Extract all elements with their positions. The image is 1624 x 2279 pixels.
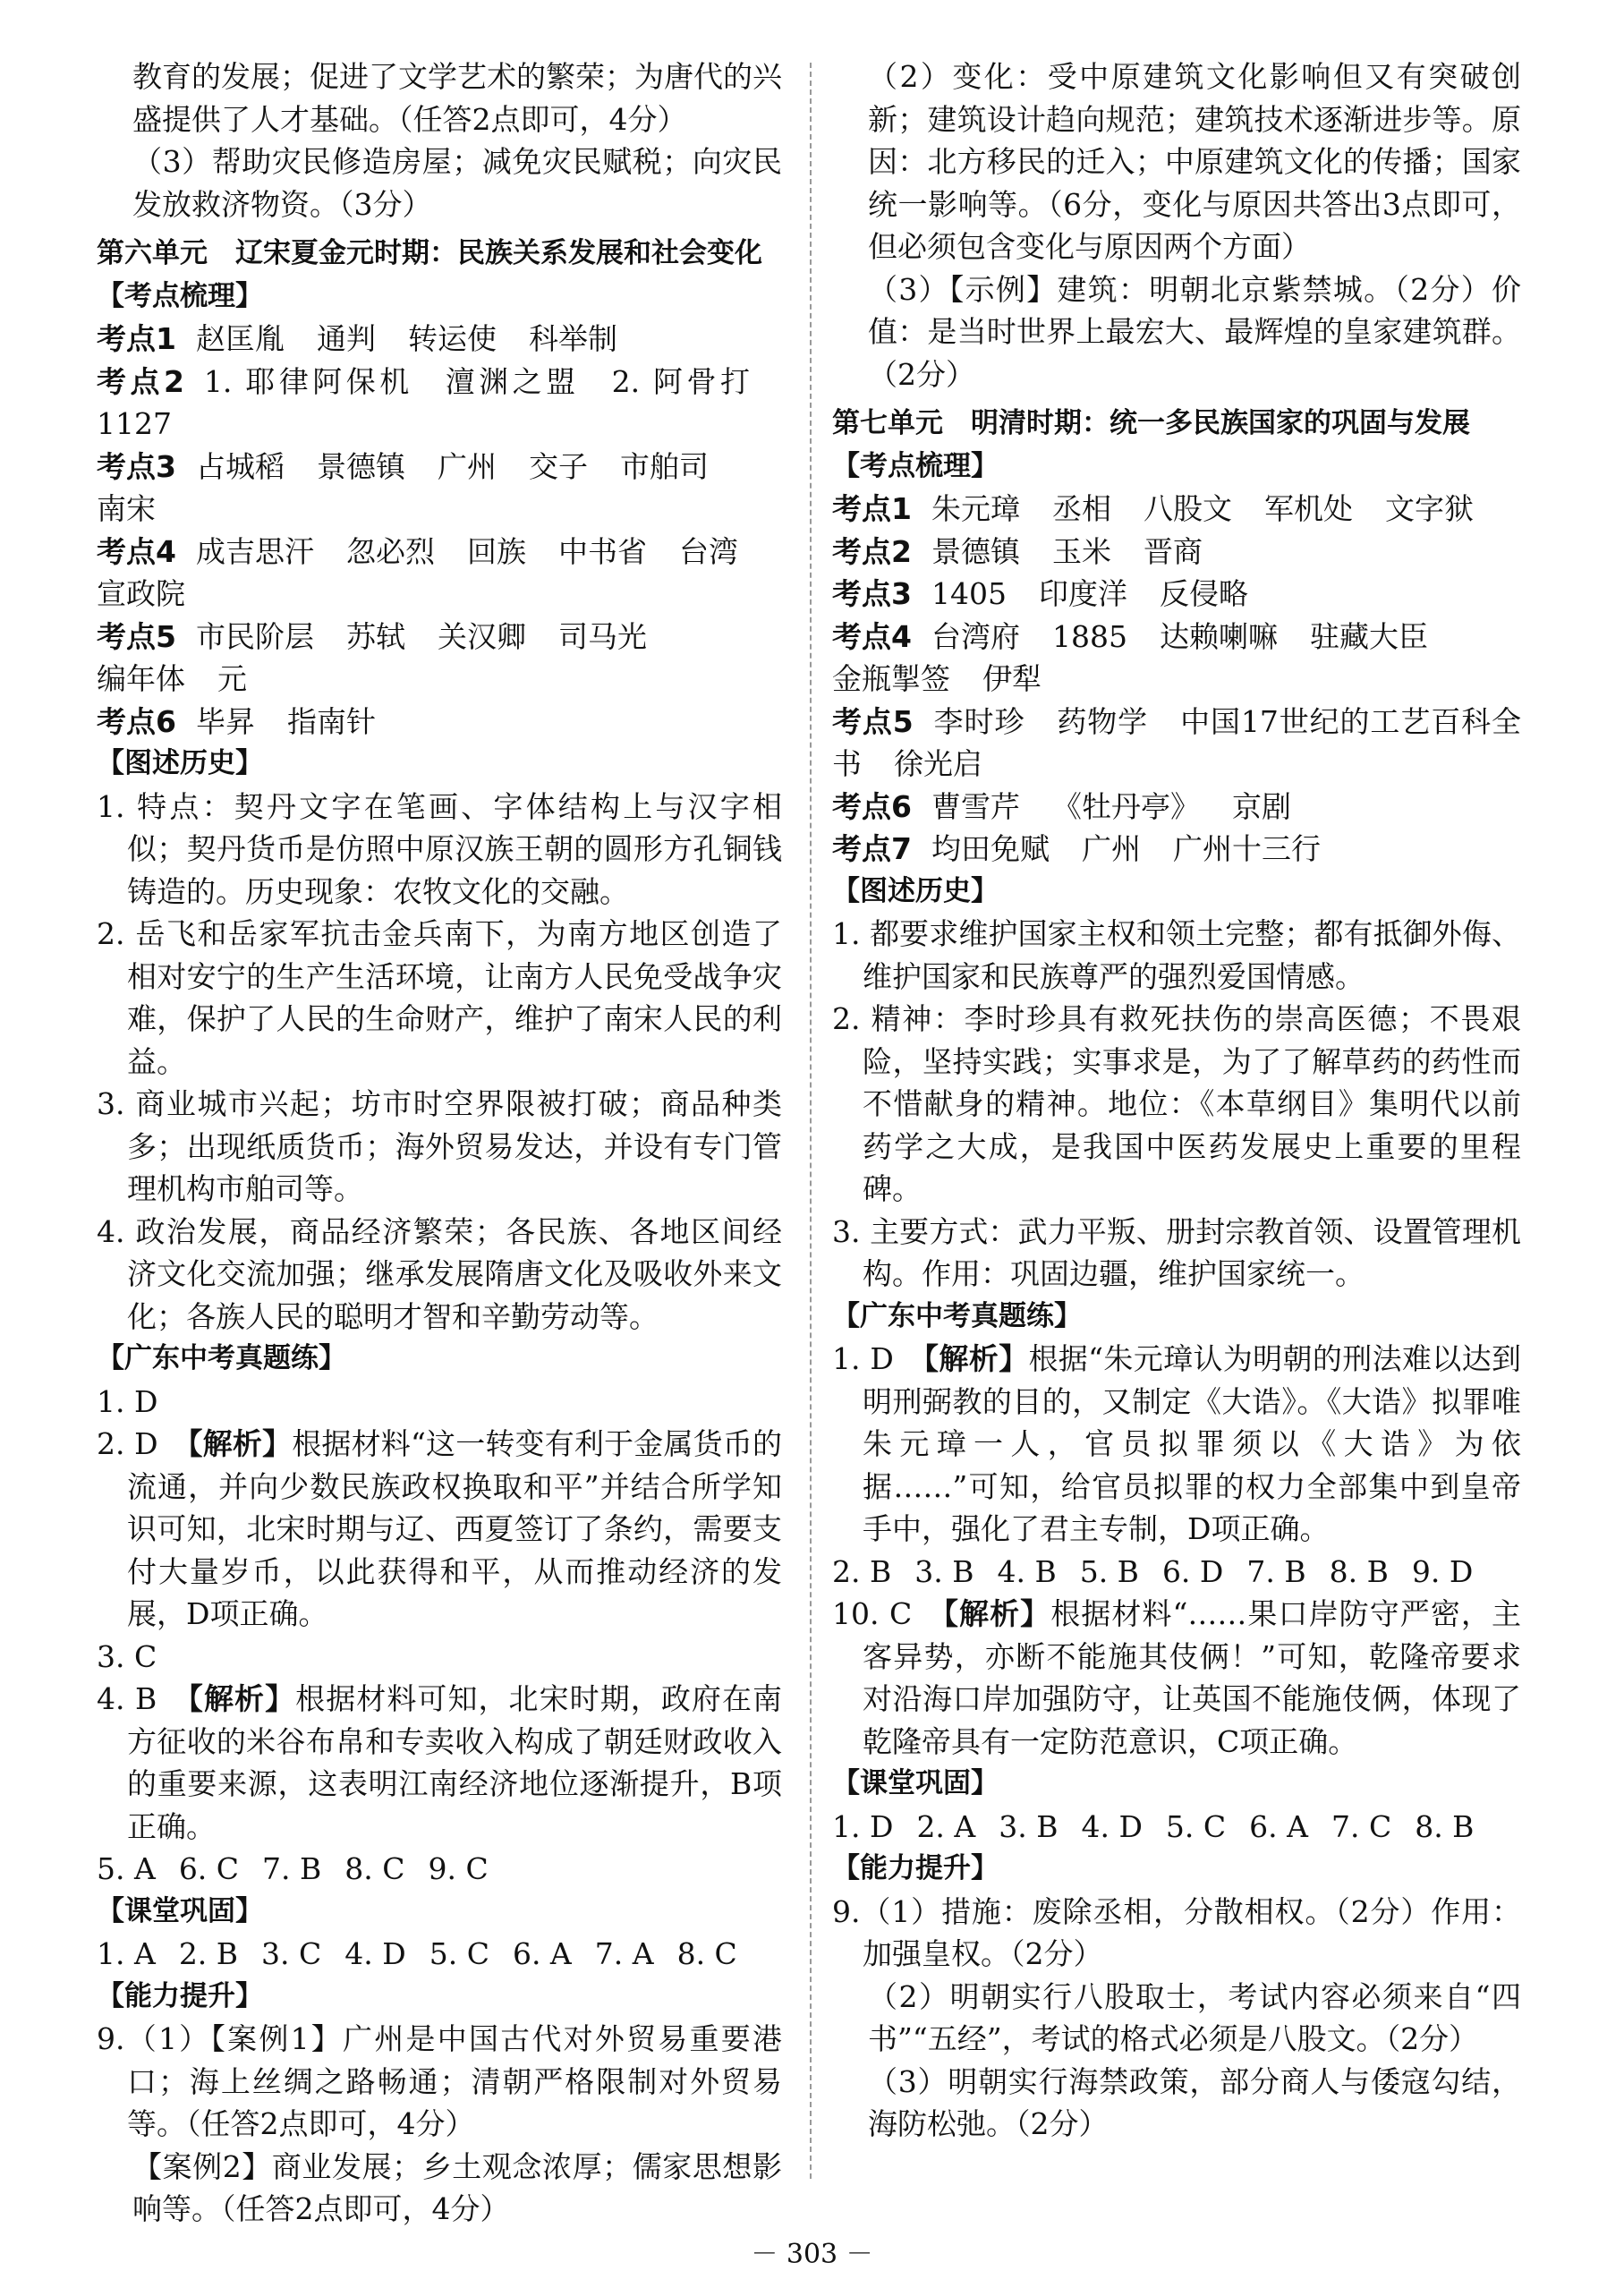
kaodian-row: 考点5 市民阶层 苏轼 关汉卿 司马光 编年体 元 <box>97 618 647 696</box>
kaodian-label: 考点5 <box>97 618 176 654</box>
kaodian-row: 考点7 均田免赋 广州 广州十三行 <box>832 831 1321 866</box>
right-kdsl-heading: 【考点梳理】 <box>832 449 999 482</box>
kaodian-row: 考点3 占城稻 景德镇 广州 交子 市舶司 南宋 <box>97 448 709 526</box>
tsls-item: 1. 特点：契丹文字在笔画、字体结构上与汉字相似；契丹货币是仿照中原汉族王朝的圆形方孔铜钱铸造的。历史现象：农牧文化的交融。 <box>97 788 782 909</box>
left-nlts-heading: 【能力提升】 <box>97 1979 263 2012</box>
kaodian-label: 考点3 <box>832 576 912 611</box>
kaodian-row: 考点5 李时珍 药物学 中国17世纪的工艺百科全书 徐光启 <box>832 703 1522 781</box>
left-tsls-heading: 【图述历史】 <box>97 747 263 779</box>
page-number: － 303 － <box>751 2239 873 2270</box>
kaodian-label: 考点5 <box>832 703 914 739</box>
answer-item: 【案例2】商业发展；乡土观念浓厚；儒家思想影响等。（任答2点即可，4分） <box>132 2148 782 2226</box>
answer-item: 10. C 【解析】根据材料“……果口岸防守严密，主客异势，亦断不能施其伎俩！”可知，乾隆帝要求对沿海口岸加强防守，让英国不能施伎俩，体现了乾隆帝具有一定防范意识，C项正确。 <box>832 1596 1521 1759</box>
left-gdzk-heading: 【广东中考真题练】 <box>97 1342 346 1374</box>
kaodian-row: 考点6 曹雪芹 《牡丹亭》 京剧 <box>832 788 1291 824</box>
kaodian-row: 考点3 1405 印度洋 反侵略 <box>832 576 1248 611</box>
right-tsls-heading: 【图述历史】 <box>832 874 999 907</box>
unit6-title: 第六单元 辽宋夏金元时期：民族关系发展和社会变化 <box>97 237 762 269</box>
answer-item: 3. C <box>97 1638 157 1674</box>
tsls-item: 2. 精神：李时珍具有救死扶伤的崇高医德；不畏艰险，坚持实践；实事求是，为了了解草药的药性而不惜献身的精神。地位：《本草纲目》集明代以前药学之大成，是我国中医药发展史上重要的里程碑。 <box>832 1001 1521 1206</box>
kaodian-row: 考点2 景德镇 玉米 晋商 <box>832 533 1203 569</box>
answer-item: 9.（1）措施：废除丞相，分散相权。（2分）作用：加强皇权。（2分） <box>832 1893 1521 1971</box>
kaodian-row: 考点4 成吉思汗 忽必烈 回族 中书省 台湾 宣政院 <box>97 533 738 611</box>
kaodian-label: 考点6 <box>832 788 912 824</box>
kaodian-label: 考点4 <box>97 533 176 569</box>
tsls-item: 1. 都要求维护国家主权和领土完整；都有抵御外侮、维护国家和民族尊严的强烈爱国情感。 <box>832 916 1521 994</box>
answer-item: （2）明朝实行八股取士，考试内容必须来自“四书”“五经”，考试的格式必须是八股文。（2分） <box>868 1978 1521 2056</box>
unit7-title: 第七单元 明清时期：统一多民族国家的巩固与发展 <box>832 407 1470 439</box>
left-column <box>97 55 782 2231</box>
answer-row: 1. A 2. B 3. C 4. D 5. C 6. A 7. A 8. C <box>97 1936 737 1971</box>
kaodian-label: 考点2 <box>97 363 184 399</box>
left-kdsl-heading: 【考点梳理】 <box>97 279 263 312</box>
left-intro-2: （3）帮助灾民修造房屋；减免灾民赋税；向灾民发放救济物资。（3分） <box>132 144 782 222</box>
left-intro-1: 教育的发展；促进了文学艺术的繁荣；为唐代的兴盛提供了人才基础。（任答2点即可，4分） <box>132 59 782 137</box>
answer-item: 1. D <box>97 1383 158 1419</box>
right-nlts-heading: 【能力提升】 <box>832 1852 999 1884</box>
left-ktgg-heading: 【课堂巩固】 <box>97 1894 263 1927</box>
kaodian-label: 考点7 <box>832 831 912 866</box>
answer-row: 2. B 3. B 4. B 5. B 6. D 7. B 8. B 9. D <box>832 1553 1474 1589</box>
answer-item: 2. D 【解析】根据材料“这一转变有利于金属货币的流通，并向少数民族政权换取和平”并结合所学知识可知，北宋时期与辽、西夏签订了条约，需要支付大量岁币，以此获得和平，从而推动经济的发展，D项正确。 <box>97 1426 783 1631</box>
kaodian-label: 考点6 <box>97 703 176 739</box>
kaodian-row: 考点1 朱元璋 丞相 八股文 军机处 文字狱 <box>832 491 1474 526</box>
answer-item: 4. B 【解析】根据材料可知，北宋时期，政府在南方征收的米谷布帛和专卖收入构成了朝廷财政收入的重要来源，这表明江南经济地位逐渐提升，B项正确。 <box>97 1681 783 1844</box>
tsls-item: 2. 岳飞和岳家军抗击金兵南下，为南方地区创造了相对安宁的生产生活环境，让南方人民免受战争灾难，保护了人民的生命财产，维护了南宋人民的利益。 <box>97 916 782 1079</box>
answer-row: 1. D 2. A 3. B 4. D 5. C 6. A 7. C 8. B <box>832 1808 1475 1844</box>
kaodian-label: 考点1 <box>832 491 912 526</box>
answer-item: （3）明朝实行海禁政策，部分商人与倭寇勾结，海防松弛。（2分） <box>868 2063 1521 2141</box>
kaodian-label: 考点4 <box>832 618 912 654</box>
column-divider <box>810 63 812 2179</box>
kaodian-label: 考点3 <box>97 448 176 484</box>
right-ktgg-heading: 【课堂巩固】 <box>832 1767 999 1799</box>
right-column <box>832 55 1521 2146</box>
right-intro-2: （3）【示例】建筑：明朝北京紫禁城。（2分）价值：是当时世界上最宏大、最辉煌的皇家建筑群。（2分） <box>868 271 1521 392</box>
kaodian-row: 考点1 赵匡胤 通判 转运使 科举制 <box>97 321 617 356</box>
kaodian-label: 考点1 <box>97 321 176 356</box>
answer-item: 9.（1）【案例1】广州是中国古代对外贸易重要港口；海上丝绸之路畅通；清朝严格限制对外贸易等。（任答2点即可，4分） <box>97 2021 782 2141</box>
kaodian-row: 考点4 台湾府 1885 达赖喇嘛 驻藏大臣 金瓶掣签 伊犁 <box>832 618 1428 696</box>
tsls-item: 3. 主要方式：武力平叛、册封宗教首领、设置管理机构。作用：巩固边疆，维护国家统一。 <box>832 1213 1521 1291</box>
kaodian-row: 考点6 毕昇 指南针 <box>97 703 376 739</box>
kaodian-label: 考点2 <box>832 533 912 569</box>
answer-row: 5. A 6. C 7. B 8. C 9. C <box>97 1851 489 1886</box>
tsls-item: 4. 政治发展，商品经济繁荣；各民族、各地区间经济文化交流加强；继承发展隋唐文化及吸收外来文化；各族人民的聪明才智和辛勤劳动等。 <box>97 1213 782 1334</box>
kaodian-row: 考点2 1. 耶律阿保机 澶渊之盟 2. 阿骨打1127 <box>97 363 750 441</box>
answer-item: 1. D 【解析】根据“朱元璋认为明朝的刑法难以达到明刑弼教的目的，又制定《大诰》。《大诰》拟罪唯朱元璋一人，官员拟罪须以《大诰》为依据……”可知，给官员拟罪的权力全部集中到皇帝手中，强化了君主专制，D项正确。 <box>832 1341 1522 1546</box>
tsls-item: 3. 商业城市兴起；坊市时空界限被打破；商品种类多；出现纸质货币；海外贸易发达，并设有专门管理机构市舶司等。 <box>97 1086 782 1206</box>
right-intro-1: （2）变化：受中原建筑文化影响但又有突破创新；建筑设计趋向规范；建筑技术逐渐进步等。原因：北方移民的迁入；中原建筑文化的传播；国家统一影响等。（6分，变化与原因共答出3点即可，但必须包含变化与原因两个方面） <box>868 59 1521 264</box>
right-gdzk-heading: 【广东中考真题练】 <box>832 1299 1082 1332</box>
